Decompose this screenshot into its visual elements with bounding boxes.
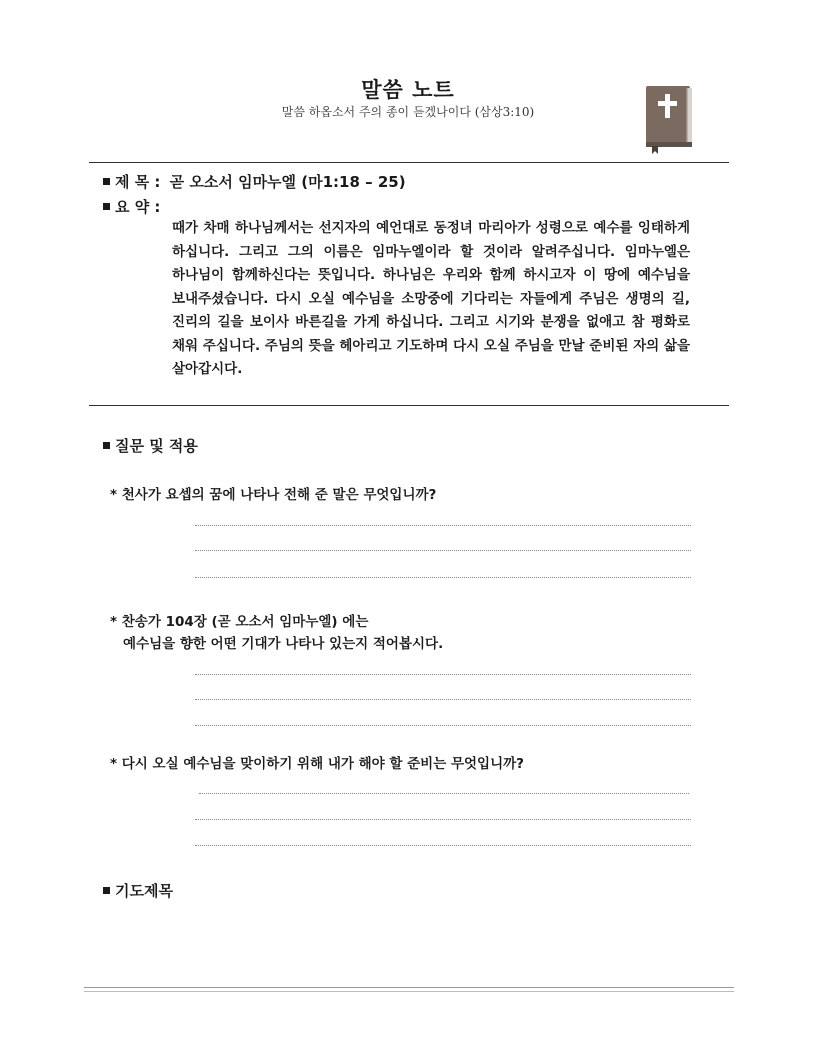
summary-label-row — [103, 196, 160, 217]
answer-line[interactable] — [195, 819, 691, 820]
square-bullet-icon — [103, 203, 110, 210]
question-marker: * — [110, 487, 118, 503]
sermon-title-label: 제 목 : — [115, 173, 161, 191]
bible-cross-icon — [640, 82, 696, 154]
answer-line[interactable] — [195, 725, 691, 726]
question-1 — [110, 484, 436, 506]
question-marker: * — [110, 756, 118, 772]
sermon-title-row — [103, 171, 406, 192]
summary-label: 요 약 : — [115, 198, 161, 216]
answer-line[interactable] — [195, 525, 691, 526]
square-bullet-icon — [103, 178, 110, 185]
prayer-heading: 기도제목 — [103, 880, 173, 901]
question-2 — [110, 611, 443, 655]
summary-divider — [89, 405, 729, 406]
answer-line[interactable] — [195, 550, 691, 551]
question-text: 다시 오실 예수님을 맞이하기 위해 내가 해야 할 준비는 무엇입니까? — [121, 756, 525, 772]
answer-line[interactable] — [195, 674, 691, 675]
answer-line[interactable] — [195, 699, 691, 700]
square-bullet-icon — [103, 442, 110, 449]
question-marker: * — [110, 614, 118, 630]
question-text: 찬송가 104장 (곧 오소서 임마누엘) 에는 — [121, 614, 369, 630]
answer-line[interactable] — [199, 793, 689, 794]
question-text: 천사가 요셉의 꿈에 나타나 전해 준 말은 무엇입니까? — [121, 487, 437, 503]
page-subtitle: 말씀 하옵소서 주의 종이 듣겠나이다 (삼상3:10) — [281, 105, 535, 119]
question-3 — [110, 753, 524, 775]
answer-line[interactable] — [195, 845, 691, 846]
footer-divider — [84, 987, 734, 992]
answer-line[interactable] — [195, 577, 691, 578]
summary-text: 때가 차매 하나님께서는 선지자의 예언대로 동정녀 마리아가 성령으로 예수를 잉태하게 하십니다. 그리고 그의 이름은 임마누엘이라 할 것이라 알려주십니다. 임마누엘은 하나님이 함께하신다는 뜻입니다. 하나님은 우리와 함께 하시고자 이 땅에 예수님을 보내주셨습니다. 다시 오실 예수님을 소망중에 기다리는 자들에게 주님은 생명의 길, 진리의 길을 보이사 바른길을 가게 하십니다. 그리고 시기와 분쟁을 없애고 참 평화로 채워 주십니다. 주님의 뜻을 헤아리고 기도하며 다시 오실 주님을 만날 준비된 자의 삶을 살아갑시다. — [172, 220, 690, 377]
header-divider — [89, 162, 729, 163]
questions-heading: 질문 및 적용 — [103, 435, 198, 456]
sermon-title-value: 곧 오소서 임마누엘 (마1:18 – 25) — [169, 173, 406, 191]
page-title: 말씀 노트 — [361, 78, 455, 102]
question-text-line2: 예수님을 향한 어떤 기대가 나타나 있는지 적어봅시다. — [123, 636, 444, 652]
square-bullet-icon — [103, 887, 110, 894]
